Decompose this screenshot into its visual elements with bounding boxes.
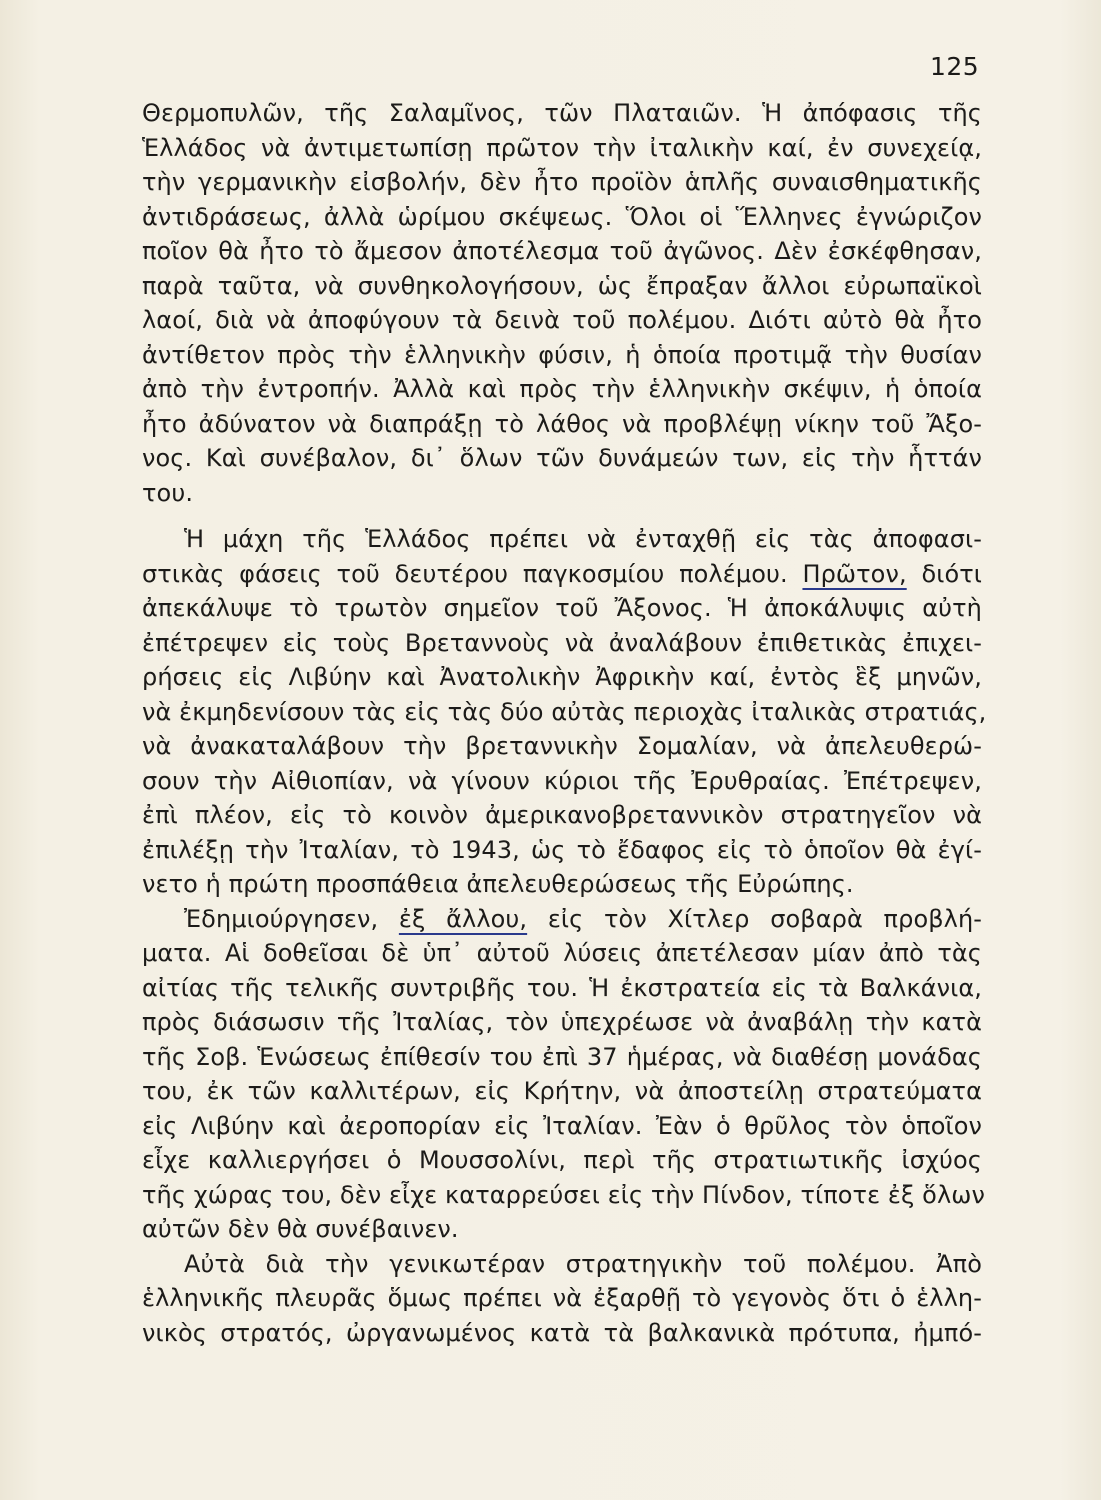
line-segment: εἰς τὸν Χίτλερ σοβαρὰ προβλή-	[547, 904, 983, 933]
page-number: 125	[930, 52, 980, 81]
text-line: λαοί, διὰ νὰ ἀποφύγουν τὰ δεινὰ τοῦ πολέμου. Διότι αὐτὸ θὰ ἦτο	[142, 306, 982, 334]
text-line: ἐπιλέξῃ τὴν Ἰταλίαν, τὸ 1943, ὡς τὸ ἔδαφος εἰς τὸ ὁποῖον θὰ ἐγί-	[142, 835, 982, 864]
line-segment: στικὰς φάσεις τοῦ δευτέρου παγκοσμίου πολέμου.	[142, 559, 788, 588]
text-line: τῆς χώρας του, δὲν εἶχε καταρρεύσει εἰς τὴν Πίνδον, τίποτε ἐξ ὅλων	[142, 1180, 985, 1209]
text-line: του, ἐκ τῶν καλλιτέρων, εἰς Κρήτην, νὰ ἀποστείλῃ στρατεύματα	[142, 1077, 982, 1105]
text-line	[142, 902, 982, 937]
text-line: Αὐτὰ διὰ τὴν γενικωτέραν στρατηγικὴν τοῦ πολέμου. Ἀπὸ	[184, 1249, 982, 1278]
text-line: ματα. Αἱ δοθεῖσαι δὲ ὑπ᾽ αὐτοῦ λύσεις ἀπετέλεσαν μίαν ἀπὸ τὰς	[142, 939, 982, 967]
text-line: νετο ἡ πρώτη προσπάθεια ἀπελευθερώσεως τῆς Εὐρώπης.	[142, 870, 854, 898]
underlined-word: ἐξ ἄλλου,	[398, 904, 528, 933]
text-line	[142, 557, 982, 592]
underlined-word: Πρῶτον,	[802, 559, 907, 588]
text-line: αἰτίας τῆς τελικῆς συντριβῆς του. Ἡ ἐκστρατεία εἰς τὰ Βαλκάνια,	[142, 973, 982, 1002]
text-line: ρήσεις εἰς Λιβύην καὶ Ἀνατολικὴν Ἀφρικὴν καί, ἐντὸς ἓξ μηνῶν,	[142, 663, 982, 691]
text-line: ἐπέτρεψεν εἰς τοὺς Βρεταννοὺς νὰ ἀναλάβουν ἐπιθετικὰς ἐπιχει-	[142, 628, 982, 657]
text-line: νὰ ἀνακαταλάβουν τὴν βρεταννικὴν Σομαλίαν, νὰ ἀπελευθερώ-	[142, 732, 982, 760]
line-segment: Ἐδημιούργησεν,	[184, 904, 379, 933]
text-line: εἰς Λιβύην καὶ ἀεροπορίαν εἰς Ἰταλίαν. Ἐὰν ὁ θρῦλος τὸν ὁποῖον	[142, 1111, 982, 1140]
text-line: ἀπὸ τὴν ἐντροπήν. Ἀλλὰ καὶ πρὸς τὴν ἑλληνικὴν σκέψιν, ἡ ὁποία	[142, 375, 982, 403]
text-line: ἀντίθετον πρὸς τὴν ἑλληνικὴν φύσιν, ἡ ὁποία προτιμᾷ τὴν θυσίαν	[142, 340, 982, 369]
text-line: αὐτῶν δὲν θὰ συνέβαινεν.	[142, 1215, 459, 1243]
line-segment: διότι	[921, 559, 983, 588]
text-line: του.	[142, 478, 194, 507]
text-line: Ἡ μάχη τῆς Ἑλλάδος πρέπει νὰ ἐνταχθῇ εἰς τὰς ἀποφασι-	[184, 525, 982, 553]
body-text	[142, 96, 987, 1350]
text-line: τὴν γερμανικὴν εἰσβολήν, δὲν ἦτο προϊὸν ἁπλῆς συναισθηματικῆς	[142, 168, 982, 196]
text-line: πρὸς διάσωσιν τῆς Ἰταλίας, τὸν ὑπεχρέωσε νὰ ἀναβάλῃ τὴν κατὰ	[142, 1008, 982, 1036]
text-line: ἀπεκάλυψε τὸ τρωτὸν σημεῖον τοῦ Ἄξονος. Ἡ ἀποκάλυψις αὐτὴ	[142, 594, 982, 622]
text-line: ἑλληνικῆς πλευρᾶς ὅμως πρέπει νὰ ἐξαρθῇ τὸ γεγονὸς ὅτι ὁ ἑλλη-	[142, 1284, 982, 1312]
text-line: νὰ ἐκμηδενίσουν τὰς εἰς τὰς δύο αὐτὰς περιοχὰς ἰταλικὰς στρατιάς,	[142, 697, 987, 726]
text-line: ἦτο ἀδύνατον νὰ διαπράξῃ τὸ λάθος νὰ προβλέψῃ νίκην τοῦ Ἄξο-	[142, 409, 982, 438]
text-line: παρὰ ταῦτα, νὰ συνθηκολογήσουν, ὡς ἔπραξαν ἄλλοι εὐρωπαϊκοὶ	[142, 271, 982, 300]
text-line: νος. Καὶ συνέβαλον, δι᾽ ὅλων τῶν δυνάμεών των, εἰς τὴν ἧττάν	[142, 444, 982, 472]
text-line: εἶχε καλλιεργήσει ὁ Μουσσολίνι, περὶ τῆς στρατιωτικῆς ἰσχύος	[142, 1146, 982, 1174]
text-line: νικὸς στρατός, ὠργανωμένος κατὰ τὰ βαλκανικὰ πρότυπα, ἠμπό-	[142, 1318, 982, 1347]
text-line: ἐπὶ πλέον, εἰς τὸ κοινὸν ἀμερικανοβρεταννικὸν στρατηγεῖον νὰ	[142, 801, 982, 829]
text-line: ποῖον θὰ ἦτο τὸ ἄμεσον ἀποτέλεσμα τοῦ ἀγῶνος. Δὲν ἐσκέφθησαν,	[142, 237, 982, 265]
text-line: Ἑλλάδος νὰ ἀντιμετωπίσῃ πρῶτον τὴν ἰταλικὴν καί, ἐν συνεχείᾳ,	[142, 133, 982, 162]
text-line: Θερμοπυλῶν, τῆς Σαλαμῖνος, τῶν Πλαταιῶν. Ἡ ἀπόφασις τῆς	[142, 99, 982, 127]
text-line: ἀντιδράσεως, ἀλλὰ ὡρίμου σκέψεως. Ὅλοι οἱ Ἕλληνες ἐγνώριζον	[142, 202, 982, 231]
text-line: τῆς Σοβ. Ἑνώσεως ἐπίθεσίν του ἐπὶ 37 ἡμέρας, νὰ διαθέσῃ μονάδας	[142, 1042, 982, 1071]
text-line: σουν τὴν Αἰθιοπίαν, νὰ γίνουν κύριοι τῆς Ἐρυθραίας. Ἐπέτρεψεν,	[142, 766, 982, 795]
